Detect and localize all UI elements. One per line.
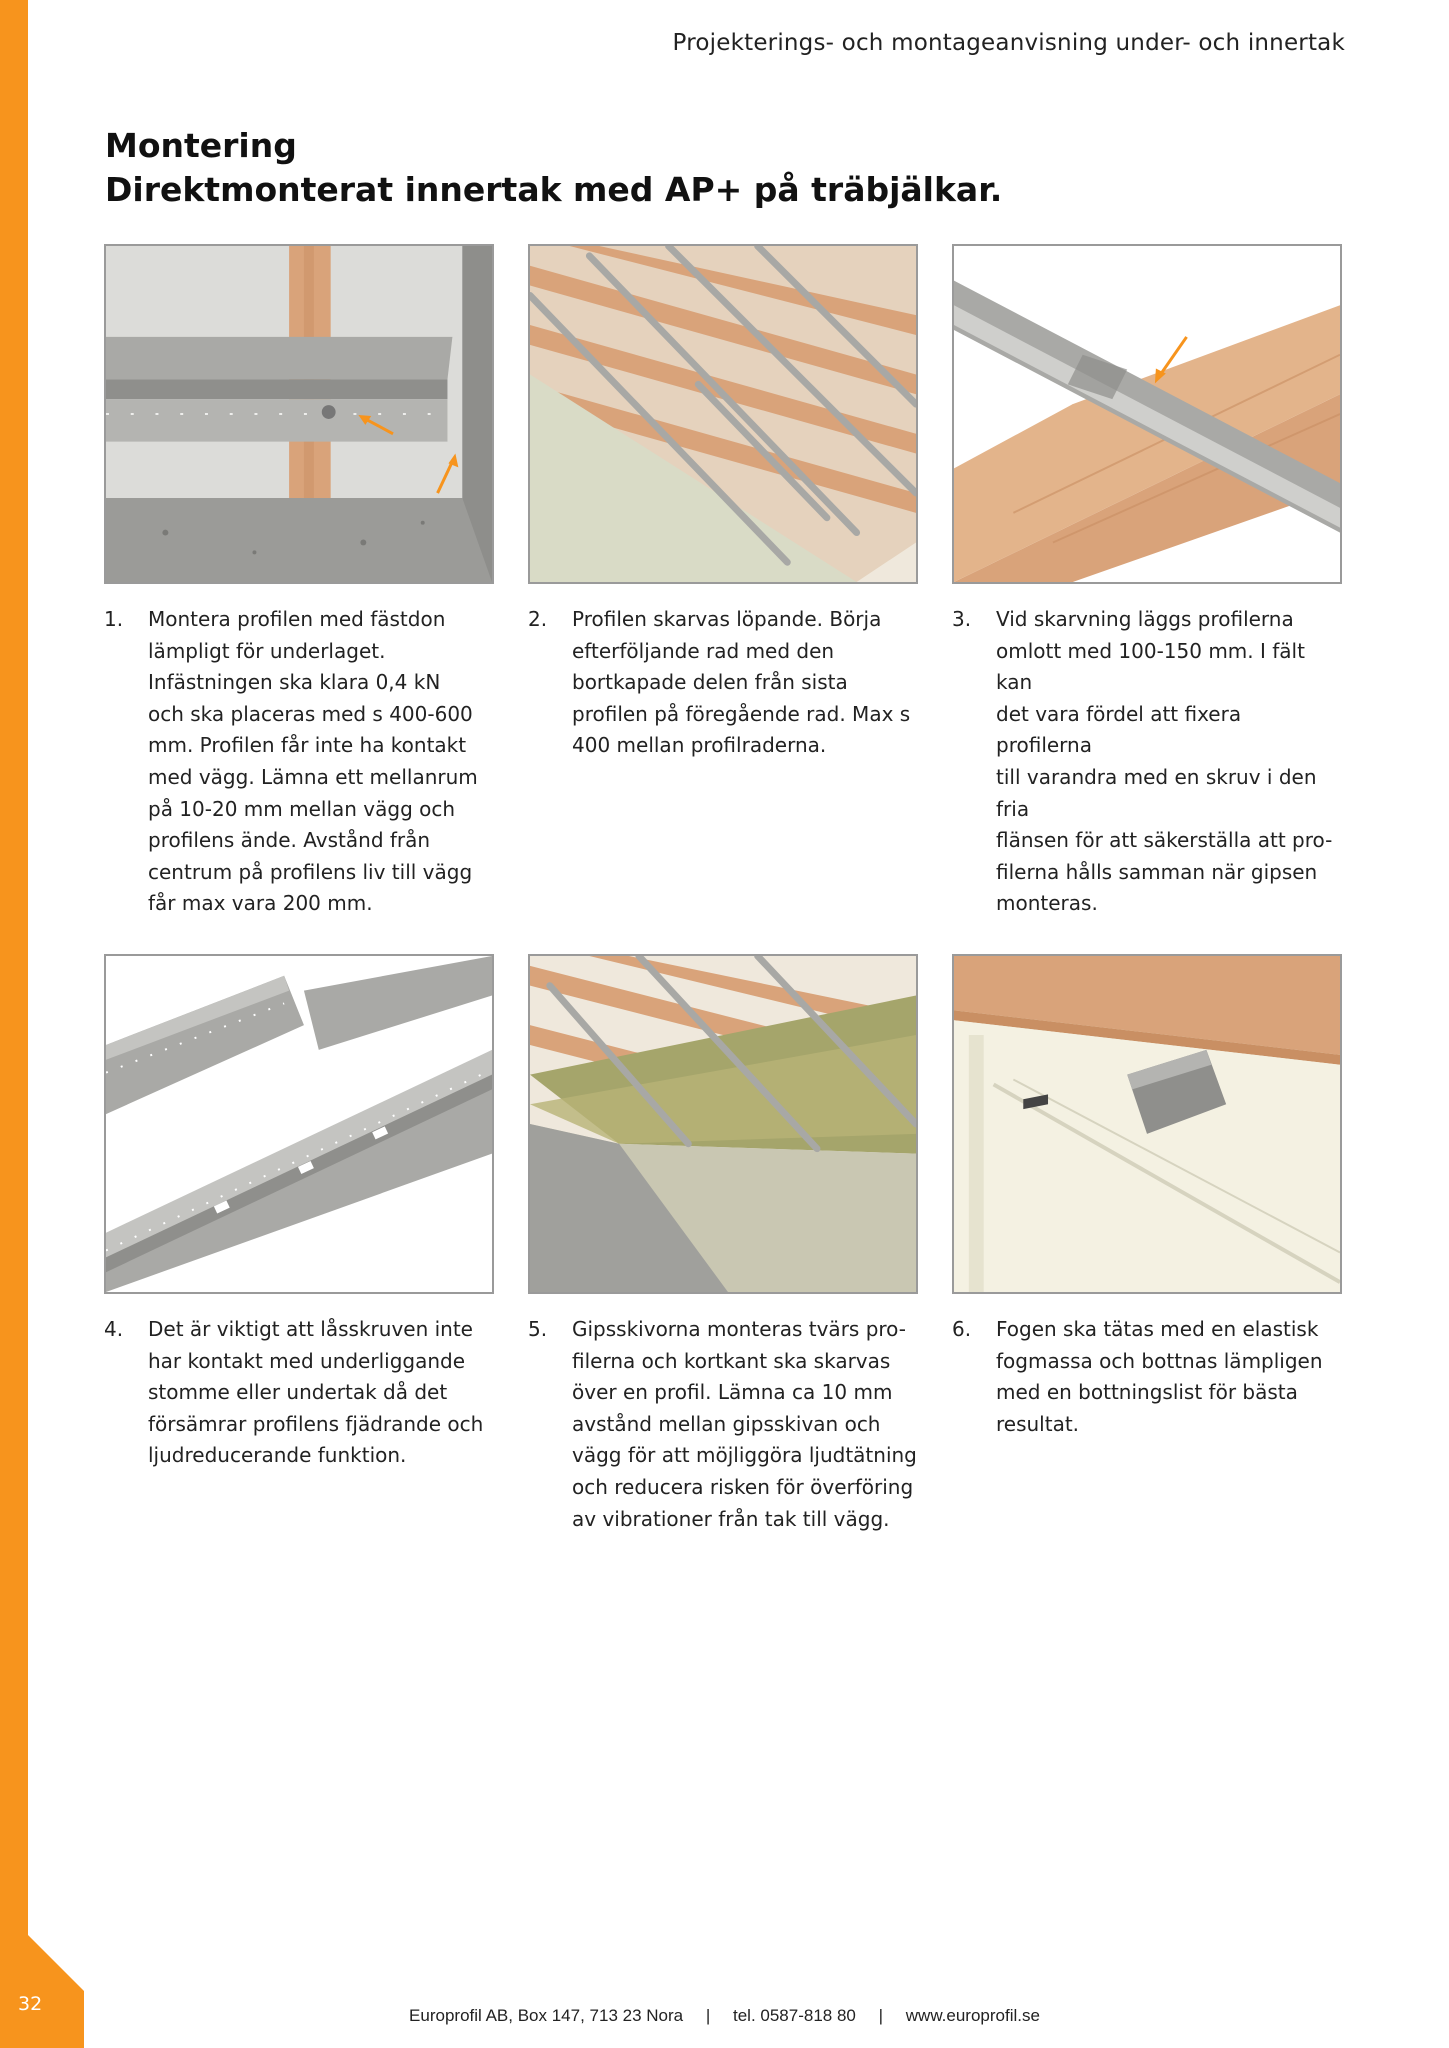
page-number: 32 — [18, 1993, 43, 2015]
footer-separator: | — [705, 2006, 711, 2025]
section-title — [105, 124, 1002, 212]
step-3 — [952, 604, 1342, 920]
step-number: 6. — [952, 1317, 972, 1341]
step-text: Gipsskivorna monteras tvärs pro- filerna och kortkant ska skarvas över en profil. Lämna ca 10 mm avstånd mellan gipsskivan och vägg för att möjliggöra ljudtätning och reducera risken för överföring av vibrationer från tak till vägg. — [572, 1317, 917, 1531]
step-4 — [104, 1314, 494, 1472]
document-header-title: Projekterings- och montageanvisning under- och innertak — [672, 30, 1345, 56]
section-title-line2: Direktmonterat innertak med AP+ på träbjälkar. — [105, 170, 1003, 209]
illustration-step-1 — [104, 244, 494, 584]
orange-side-bar — [0, 0, 28, 2048]
page-footer — [0, 2006, 1449, 2026]
step-text: Montera profilen med fästdon lämpligt för underlaget. Infästningen ska klara 0,4 kN och ska placeras med s 400-600 mm. Profilen får inte ha kontakt med vägg. Lämna ett mellanrum på 10-20 mm mellan vägg och profilens ände. Avstånd från centrum på profilens liv till vägg får max vara 200 mm. — [148, 607, 478, 916]
footer-company: Europrofil AB, Box 147, 713 23 Nora — [409, 2006, 684, 2025]
page-number-tab — [0, 1935, 84, 2048]
step-text: Vid skarvning läggs profilerna omlott med 100-150 mm. I fält kan det vara fördel att fixera profilerna till varandra med en skruv i den fria flänsen för att säkerställa att pro- filerna hålls samman när gipsen monteras. — [996, 607, 1333, 916]
step-number: 2. — [528, 607, 548, 631]
illustration-step-3 — [952, 244, 1342, 584]
step-6 — [952, 1314, 1342, 1440]
section-title-line1: Montering — [105, 126, 297, 165]
step-number: 4. — [104, 1317, 124, 1341]
step-number: 5. — [528, 1317, 548, 1341]
footer-website-link[interactable]: www.europrofil.se — [905, 2006, 1040, 2025]
illustration-step-4 — [104, 954, 494, 1294]
step-1 — [104, 604, 494, 920]
step-text: Profilen skarvas löpande. Börja efterföljande rad med den bortkapade delen från sista profilen på föregående rad. Max s 400 mellan profilraderna. — [572, 607, 911, 758]
step-number: 1. — [104, 607, 124, 631]
step-5 — [528, 1314, 918, 1535]
footer-phone: tel. 0587-818 80 — [733, 2006, 856, 2025]
footer-separator: | — [878, 2006, 884, 2025]
step-text: Fogen ska tätas med en elastisk fogmassa och bottnas lämpligen med en bottningslist för bästa resultat. — [996, 1317, 1323, 1436]
illustration-step-2 — [528, 244, 918, 584]
step-2 — [528, 604, 918, 762]
illustration-step-5 — [528, 954, 918, 1294]
step-text: Det är viktigt att låsskruven inte har kontakt med underliggande stomme eller undertak då det försämrar profilens fjädrande och ljudreducerande funktion. — [148, 1317, 484, 1468]
illustration-step-6 — [952, 954, 1342, 1294]
step-number: 3. — [952, 607, 972, 631]
